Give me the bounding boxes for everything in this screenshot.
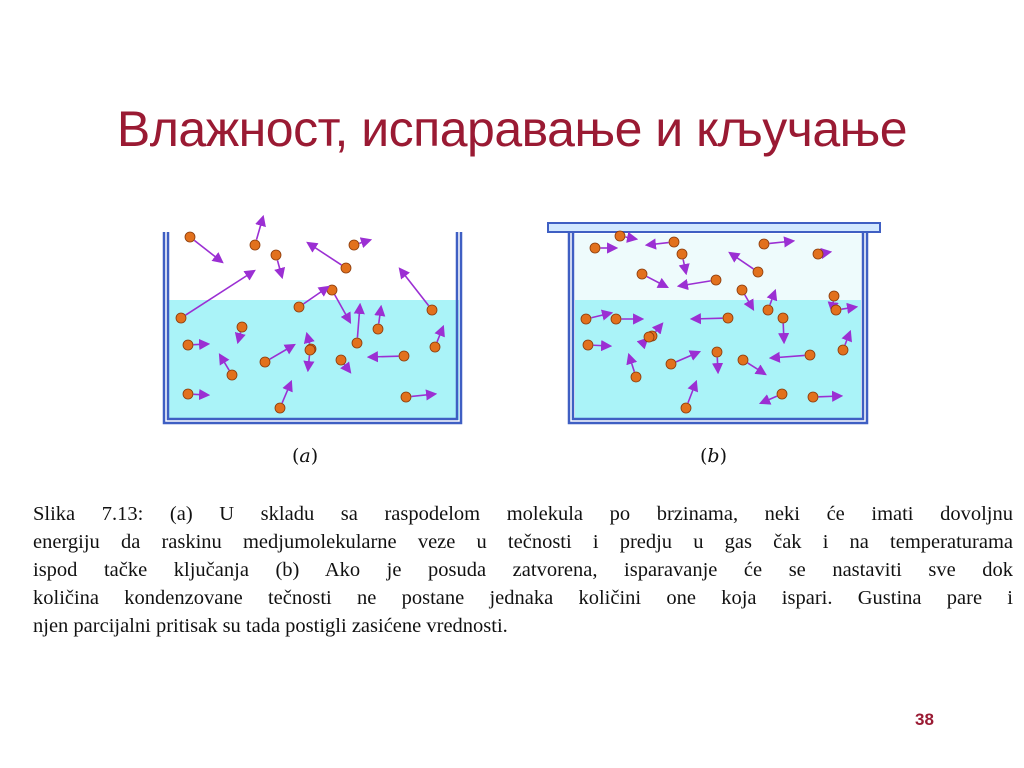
molecule [183, 340, 193, 350]
page-title: Влажност, испаравање и кључање [116, 101, 908, 157]
molecule [763, 305, 773, 315]
velocity-arrow [308, 243, 341, 265]
panel-label-b: (b) [700, 445, 728, 467]
molecule-diagram [150, 212, 890, 472]
molecule [399, 351, 409, 361]
molecule [260, 357, 270, 367]
velocity-arrow [593, 345, 610, 346]
molecule [373, 324, 383, 334]
panel-letter-a: a [299, 445, 311, 467]
molecule [778, 313, 788, 323]
molecule [753, 267, 763, 277]
caption-line: energiju da raskinu medjumolekularne veze u tečnosti i predju u gas čak i na temperaturama [33, 531, 1013, 553]
velocity-arrow [369, 356, 399, 357]
molecule [237, 322, 247, 332]
molecule [349, 240, 359, 250]
molecule [831, 305, 841, 315]
molecule [681, 403, 691, 413]
velocity-arrow [717, 357, 718, 372]
caption-line: količina kondenzovane tečnosti ne postane jednaka količini one koja ispari. Gustina pare i [33, 587, 1013, 609]
molecule [838, 345, 848, 355]
molecule [250, 240, 260, 250]
container-b-lid [548, 223, 880, 232]
velocity-arrow [257, 217, 263, 240]
molecule [637, 269, 647, 279]
molecule [808, 392, 818, 402]
molecule [615, 231, 625, 241]
molecule [712, 347, 722, 357]
molecule [341, 263, 351, 273]
molecule [275, 403, 285, 413]
velocity-arrow [359, 240, 370, 243]
vapor-b [575, 234, 861, 300]
molecule [305, 345, 315, 355]
velocity-arrow [277, 260, 282, 277]
molecule [430, 342, 440, 352]
molecule [590, 243, 600, 253]
molecule [813, 249, 823, 259]
molecule [631, 372, 641, 382]
caption-line: Slika 7.13: (a) U skladu sa raspodelom molekula po brzinama, neki će imati dovoljnu [33, 503, 1013, 525]
molecule [759, 239, 769, 249]
velocity-arrow [193, 394, 208, 395]
molecule [401, 392, 411, 402]
molecule [677, 249, 687, 259]
molecule [644, 332, 654, 342]
velocity-arrow [692, 318, 723, 319]
liquid-a [167, 300, 459, 420]
molecule-figure [150, 212, 890, 472]
molecule [271, 250, 281, 260]
molecule [185, 232, 195, 242]
molecule [294, 302, 304, 312]
molecule [777, 389, 787, 399]
molecule [669, 237, 679, 247]
molecule [738, 355, 748, 365]
velocity-arrow [818, 396, 841, 397]
figure-caption [33, 500, 1013, 640]
molecule [227, 370, 237, 380]
molecule [737, 285, 747, 295]
molecule [805, 350, 815, 360]
container-a [164, 232, 461, 423]
caption-line: njen parcijalni pritisak su tada postigli zasićene vrednosti. [33, 615, 508, 637]
velocity-arrow [194, 240, 222, 262]
molecule [327, 285, 337, 295]
molecule [711, 275, 721, 285]
molecule [176, 313, 186, 323]
molecule [723, 313, 733, 323]
velocity-arrow [783, 323, 784, 342]
panel-letter-b: b [707, 445, 720, 467]
molecule [581, 314, 591, 324]
molecule [352, 338, 362, 348]
molecule [666, 359, 676, 369]
panel-label-a: (a) [292, 445, 319, 467]
velocity-arrow [823, 252, 830, 253]
molecule [611, 314, 621, 324]
molecule [583, 340, 593, 350]
container-b [548, 223, 880, 423]
caption-line: ispod tačke ključanja (b) Ako je posuda zatvorena, isparavanje će se nastaviti sve dok [33, 559, 1013, 581]
molecule [336, 355, 346, 365]
page-number: 38 [915, 710, 934, 729]
velocity-arrow [193, 344, 208, 345]
molecule [427, 305, 437, 315]
molecule [829, 291, 839, 301]
molecule [183, 389, 193, 399]
